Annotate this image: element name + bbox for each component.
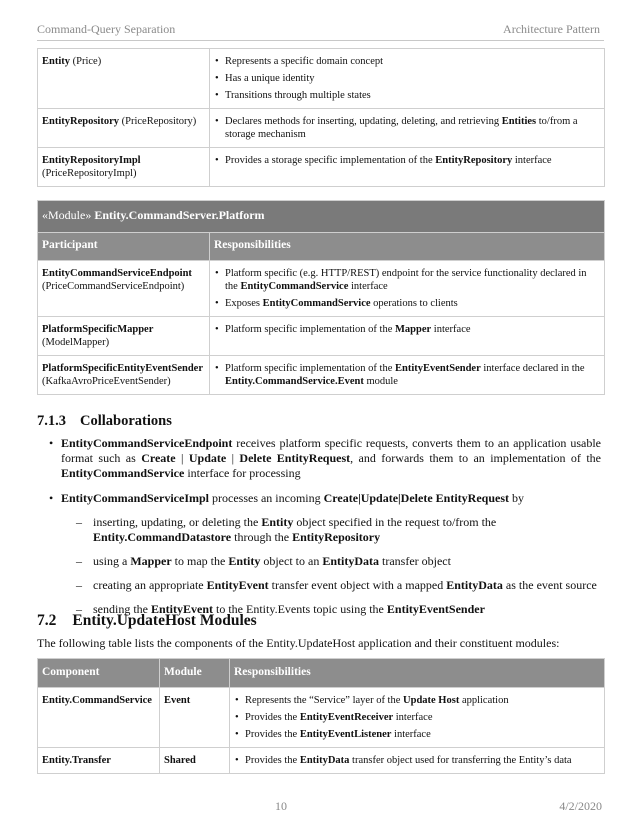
text-run: application [459,695,509,706]
component-cell: Entity.Transfer [38,748,160,774]
platform-module-table [37,200,605,395]
responsibility-item [214,267,600,293]
text-run: transfer object used for transferring the Entity’s data [349,755,572,766]
participant-name: EntityCommandServiceEndpoint [42,268,192,279]
text-run: | [226,451,240,465]
section-heading-collaborations: 7.1.3 Collaborations [37,413,172,429]
module-cell: Event [160,688,230,748]
column-header-component: Component [38,659,160,688]
text-run: Provides a storage specific implementation of the [225,155,436,166]
text-run: Transitions through multiple states [225,90,371,101]
bold-term: EntityEventSender [386,602,485,616]
text-run: Provides the [245,729,300,740]
responsibility-list [214,267,600,310]
text-run: interface [348,281,388,292]
text-run: Represents the “Service” layer of the [245,695,404,706]
text-run: Exposes [225,298,263,309]
participant-example: (PriceRepository) [119,116,197,127]
text-run: inserting, updating, or deleting the [93,515,262,529]
responsibility-item [234,694,600,707]
text-run: interface [512,155,552,166]
responsibility-list [214,323,600,336]
column-header-responsibilities: Responsibilities [230,659,605,688]
participant-cell [38,49,210,109]
participant-name: EntityRepositoryImpl [42,155,141,166]
module-title: «Module» Entity.CommandServer.Platform [38,201,605,233]
component-cell: Entity.CommandService [38,688,160,748]
text-run: Platform specific (e.g. HTTP/REST) endpoint for the service functionality declared in the [225,268,587,292]
text-run: to/from a storage mechanism [225,116,578,140]
text-run: Declares methods for inserting, updating, deleting, and retrieving [225,116,502,127]
bold-term: Update Host [403,695,460,706]
text-run: sending the [93,602,151,616]
responsibility-item [214,323,600,336]
bold-term: EntityEventListener [299,729,392,740]
processing-step [61,554,601,569]
participant-name: PlatformSpecificMapper [42,324,154,335]
responsibilities-cell [230,748,605,774]
bold-term: EntityCommandService [240,281,349,292]
participant-name: Entity [42,56,71,67]
column-header-participant: Participant [38,233,210,261]
text-run: Provides the [245,755,300,766]
module-title-row [38,201,605,233]
bold-term: EntityCommandService [61,466,185,480]
column-header-module: Module [160,659,230,688]
table-row [38,49,605,109]
table-row [38,748,605,774]
responsibility-list [214,115,600,141]
participant-cell [38,356,210,395]
bold-term: EntityEvent [151,602,214,616]
participant-example: (PriceCommandServiceEndpoint) [42,281,185,292]
participant-example: (Price) [70,56,102,67]
module-cell: Shared [160,748,230,774]
responsibility-item [214,72,600,85]
text-run: interface [391,729,431,740]
responsibilities-cell [210,109,605,148]
participant-example: (KafkaAvroPriceEventSender) [42,376,171,387]
responsibility-list [234,694,600,741]
responsibilities-cell [210,49,605,109]
page-number: 10 [275,799,287,813]
header-document-type: Architecture Pattern [503,22,600,36]
responsibility-item [234,754,600,767]
table-row [38,356,605,395]
participant-cell [38,148,210,187]
bold-term: EntityRepository [435,155,513,166]
text-run: transfer event object with a mapped [268,578,447,592]
text-run: interface [393,712,433,723]
processing-step [61,578,601,593]
responsibility-item [214,297,600,310]
responsibility-list [214,154,600,167]
responsibilities-cell [210,261,605,317]
text-run: operations to clients [370,298,458,309]
participant-example: (ModelMapper) [42,337,110,348]
text-run: as the event source [502,578,597,592]
text-run: creating an appropriate [93,578,207,592]
bold-term: EntityCommandServiceImpl [61,491,209,505]
text-run: Provides the [245,712,300,723]
bold-term: EntityData [322,554,379,568]
responsibility-list [234,754,600,767]
processing-step [61,515,601,545]
text-run: to the Entity.Events topic using the [213,602,387,616]
column-header-row [38,659,605,688]
updatehost-components-table [37,658,605,774]
table-row [38,261,605,317]
bold-term: Update [188,451,227,465]
text-run: , and forwards them to an implementation of the [350,451,601,465]
bold-term: Entities [501,116,537,127]
bold-term: Mapper [395,324,432,335]
bold-term: EntityRepository [292,530,381,544]
text-run: to map the [171,554,229,568]
responsibility-item [234,728,600,741]
text-run: object specified in the request to/from the [293,515,497,529]
header-document-title: Command-Query Separation [37,22,176,36]
bold-term: EntityCommandServiceEndpoint [61,436,233,450]
table-row [38,109,605,148]
text-run: through the [231,530,293,544]
responsibility-item [234,711,600,724]
bold-term: Entity [228,554,261,568]
collaboration-item-text [61,491,601,506]
collaborations-list [37,436,601,617]
collaboration-item [37,436,601,481]
participant-cell [38,261,210,317]
bold-term: Delete EntityRequest [239,451,351,465]
text-run: Platform specific implementation of the [225,363,395,374]
text-run: Has a unique identity [225,73,315,84]
collaboration-item [37,491,601,617]
responsibilities-cell [230,688,605,748]
bold-term: Create|Update|Delete EntityRequest [323,491,509,505]
table-row [38,688,605,748]
participant-cell [38,317,210,356]
text-run: | [175,451,189,465]
text-run: Platform specific implementation of the [225,324,395,335]
bold-term: EntityEventSender [395,363,481,374]
responsibilities-cell [210,356,605,395]
text-run: interface [431,324,471,335]
responsibility-item [214,55,600,68]
header-divider [37,40,604,41]
text-run: interface for processing [184,466,301,480]
responsibility-list [214,362,600,388]
section-intro-text: The following table lists the components of the Entity.UpdateHost application and their constituent modules: [37,636,560,650]
responsibilities-cell [210,317,605,356]
text-run: using a [93,554,131,568]
text-run: by [509,491,524,505]
text-run: Represents a specific domain concept [225,56,384,67]
section-heading-updatehost-modules: 7.2 Entity.UpdateHost Modules [37,612,257,629]
responsibility-item [214,154,600,167]
responsibility-item [214,362,600,388]
bold-term: EntityCommandService [262,298,371,309]
participant-example: (PriceRepositoryImpl) [42,168,137,179]
bold-term: EntityData [446,578,503,592]
bold-term: Create [141,451,176,465]
bold-term: Entity.CommandDatastore [93,530,232,544]
bold-term: EntityEventReceiver [299,712,394,723]
text-run: object to an [260,554,323,568]
column-header-responsibilities: Responsibilities [210,233,605,261]
text-run: module [363,376,398,387]
responsibility-list [214,55,600,102]
document-date: 4/2/2020 [559,799,602,813]
text-run: interface declared in the [480,363,585,374]
participant-name: PlatformSpecificEntityEventSender [42,363,203,374]
participant-name: EntityRepository [42,116,119,127]
text-run: receives platform specific requests, converts them to an application usable format such as [61,436,601,465]
processing-steps-list [61,515,601,617]
text-run: processes an incoming [209,491,324,505]
bold-term: Mapper [130,554,172,568]
text-run: transfer object [379,554,451,568]
responsibility-item [214,89,600,102]
bold-term: EntityEvent [206,578,269,592]
participant-cell [38,109,210,148]
entity-participants-table [37,48,605,187]
table-row [38,148,605,187]
responsibility-item [214,115,600,141]
column-header-row [38,233,605,261]
bold-term: Entity.CommandService.Event [225,376,364,387]
bold-term: EntityData [299,755,350,766]
responsibilities-cell [210,148,605,187]
bold-term: Entity [261,515,294,529]
table-row [38,317,605,356]
